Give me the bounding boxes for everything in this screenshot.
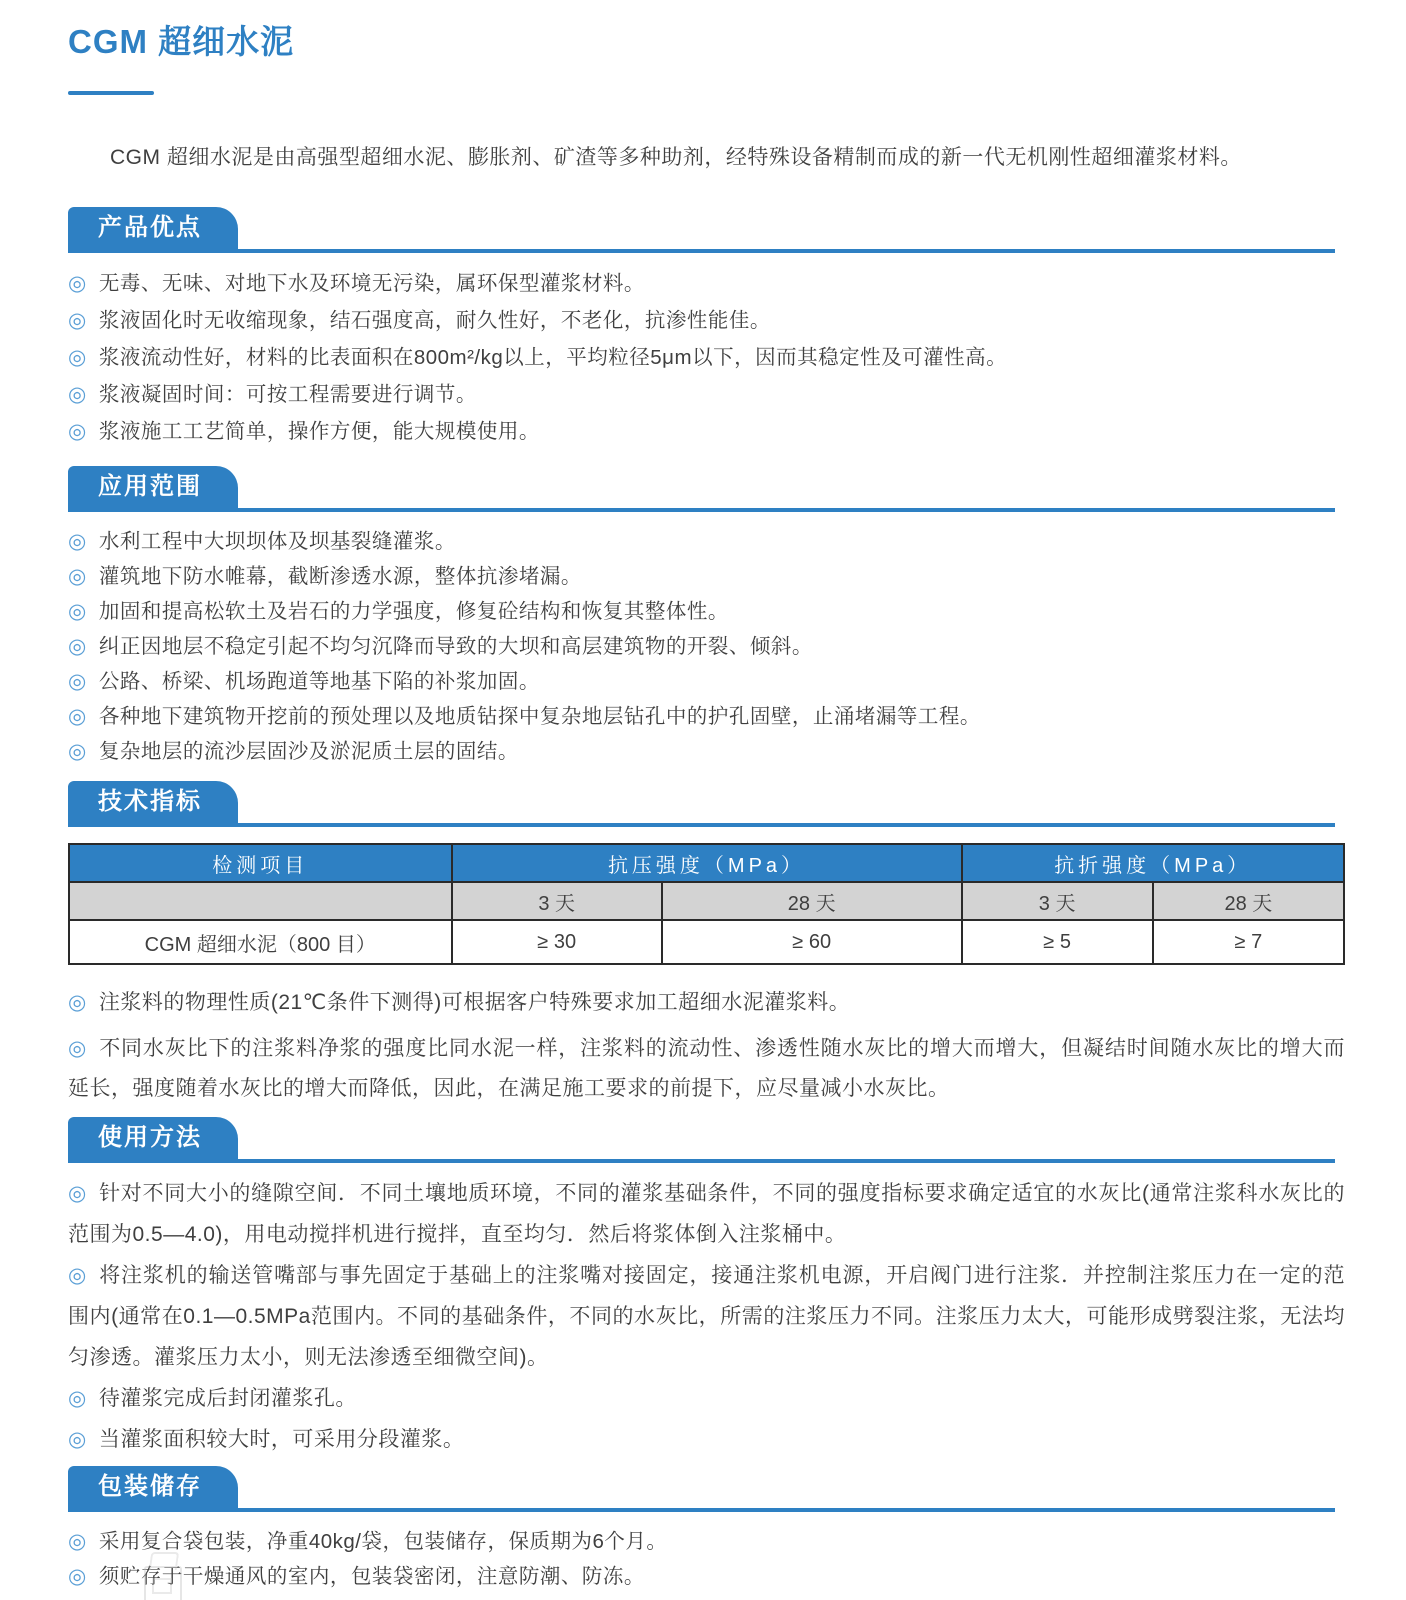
list-item [68,376,1345,413]
list-item [68,339,1345,376]
usage-list [68,1173,1345,1460]
usage-paragraph [68,1378,1345,1419]
section-tab-advantages: 产品优点 [68,207,238,249]
spec-notes [68,983,1345,1109]
applications-list [68,524,1345,769]
list-item-text: 采用复合袋包装，净重40kg/袋，包装储存，保质期为6个月。 [98,1530,668,1553]
table-cell-product: CGM 超细水泥（800 目） [69,920,452,964]
spec-table [68,843,1345,965]
list-item-text: 浆液施工工艺简单，操作方便，能大规模使用。 [98,420,540,443]
table-header-item: 检测项目 [69,844,452,882]
list-item-text: 须贮存于干燥通风的室内，包装袋密闭，注意防潮、防冻。 [98,1565,645,1588]
ring-bullet-icon: ◎ [68,635,87,658]
ring-bullet-icon: ◎ [68,420,87,443]
list-item-text: 浆液流动性好，材料的比表面积在800m²/kg以上，平均粒径5μm以下，因而其稳定性及可灌性高。 [98,346,1008,369]
ring-bullet-icon: ◎ [68,1037,88,1060]
ring-bullet-icon: ◎ [68,272,87,295]
table-cell-flex-3d: ≥ 5 [962,920,1153,964]
ring-bullet-icon: ◎ [68,1428,87,1451]
ring-bullet-icon: ◎ [68,383,87,406]
section-tab-applications: 应用范围 [68,466,238,508]
usage-paragraph [68,1173,1345,1255]
ring-bullet-icon: ◎ [68,565,87,588]
intro-paragraph: CGM 超细水泥是由高强型超细水泥、膨胀剂、矿渣等多种助剂，经特殊设备精制而成的新一代无机刚性超细灌浆材料。 [110,146,1242,169]
list-item [68,629,1345,664]
note-paragraph [68,1029,1345,1109]
section-header-storage [68,1466,1335,1512]
list-item-text: 浆液固化时无收缩现象，结石强度高，耐久性好，不老化，抗渗性能佳。 [98,309,771,332]
list-item [68,559,1345,594]
note-paragraph [68,983,1345,1023]
list-item-text: 复杂地层的流沙层固沙及淤泥质土层的固结。 [98,740,519,763]
ring-bullet-icon: ◎ [68,1530,87,1553]
page-title: CGM 超细水泥 [68,23,295,60]
list-item [68,1559,1345,1594]
table-cell-comp-28d: ≥ 60 [662,920,962,964]
table-subheader-empty [69,882,452,920]
section-header-specs [68,781,1335,827]
section-tab-usage: 使用方法 [68,1117,238,1159]
ring-bullet-icon: ◎ [68,991,87,1014]
ring-bullet-icon: ◎ [68,1387,87,1410]
ring-bullet-icon: ◎ [68,670,87,693]
table-subheader-row [69,882,1344,920]
table-subheader-3d: 3 天 [452,882,662,920]
list-item [68,265,1345,302]
table-header-row [69,844,1344,882]
table-cell-comp-3d: ≥ 30 [452,920,662,964]
list-item [68,664,1345,699]
note-text: 不同水灰比下的注浆料净浆的强度比同水泥一样，注浆料的流动性、渗透性随水灰比的增大而增大，但凝结时间随水灰比的增大而延长，强度随着水灰比的增大而降低，因此，在满足施工要求的前提下，应尽量减小水灰比。 [68,1037,1345,1100]
title-underline [68,91,154,95]
list-item-text: 水利工程中大坝坝体及坝基裂缝灌浆。 [98,530,456,553]
list-item [68,734,1345,769]
usage-text: 将注浆机的输送管嘴部与事先固定于基础上的注浆嘴对接固定，接通注浆机电源，开启阀门进行注浆．并控制注浆压力在一定的范围内(通常在0.1—0.5MPa范围内。不同的基础条件，不同的水灰比，所需的注浆压力不同。注浆压力太大，可能形成劈裂注浆，无法均匀渗透。灌浆压力太小，则无法渗透至细微空间)。 [68,1264,1345,1369]
list-item-text: 浆液凝固时间：可按工程需要进行调节。 [98,383,477,406]
section-tab-specs: 技术指标 [68,781,238,823]
section-header-applications [68,466,1335,512]
list-item [68,1524,1345,1559]
table-data-row [69,920,1344,964]
list-item [68,594,1345,629]
table-header-compressive: 抗压强度（MPa） [452,844,962,882]
list-item-text: 无毒、无味、对地下水及环境无污染，属环保型灌浆材料。 [98,272,645,295]
ring-bullet-icon: ◎ [68,1565,87,1588]
list-item [68,699,1345,734]
ring-bullet-icon: ◎ [68,740,87,763]
usage-paragraph [68,1255,1345,1378]
ring-bullet-icon: ◎ [68,309,87,332]
table-header-flexural: 抗折强度（MPa） [962,844,1345,882]
table-subheader-28d: 28 天 [1153,882,1344,920]
list-item-text: 加固和提高松软土及岩石的力学强度，修复砼结构和恢复其整体性。 [98,600,729,623]
section-tab-storage: 包装储存 [68,1466,238,1508]
storage-list [68,1524,1345,1594]
usage-paragraph [68,1419,1345,1460]
ring-bullet-icon: ◎ [68,705,87,728]
usage-text: 当灌浆面积较大时，可采用分段灌浆。 [98,1428,465,1451]
ring-bullet-icon: ◎ [68,1264,88,1287]
section-header-advantages [68,207,1335,253]
section-header-usage [68,1117,1335,1163]
advantages-list [68,265,1345,450]
note-text: 注浆料的物理性质(21℃条件下测得)可根据客户特殊要求加工超细水泥灌浆料。 [98,991,851,1014]
bag-label-shape [152,1578,172,1594]
list-item-text: 公路、桥梁、机场跑道等地基下陷的补浆加固。 [98,670,540,693]
list-item-text: 灌筑地下防水帷幕，截断渗透水源，整体抗渗堵漏。 [98,565,582,588]
list-item-text: 各种地下建筑物开挖前的预处理以及地质钻探中复杂地层钻孔中的护孔固壁，止涌堵漏等工程。 [98,705,981,728]
list-item [68,413,1345,450]
ring-bullet-icon: ◎ [68,346,87,369]
usage-text: 针对不同大小的缝隙空间．不同土壤地质环境，不同的灌浆基础条件，不同的强度指标要求确定适宜的水灰比(通常注浆科水灰比的范围为0.5—4.0)，用电动搅拌机进行搅拌，直至均匀．然后将浆体倒入注浆桶中。 [68,1182,1345,1246]
table-cell-flex-28d: ≥ 7 [1153,920,1344,964]
list-item [68,524,1345,559]
table-subheader-3d: 3 天 [962,882,1153,920]
ring-bullet-icon: ◎ [68,530,87,553]
ring-bullet-icon: ◎ [68,600,87,623]
table-subheader-28d: 28 天 [662,882,962,920]
usage-text: 待灌浆完成后封闭灌浆孔。 [98,1387,357,1410]
ring-bullet-icon: ◎ [68,1182,88,1205]
list-item [68,302,1345,339]
list-item-text: 纠正因地层不稳定引起不均匀沉降而导致的大坝和高层建筑物的开裂、倾斜。 [98,635,813,658]
package-bag-watermark-icon [140,1552,186,1600]
